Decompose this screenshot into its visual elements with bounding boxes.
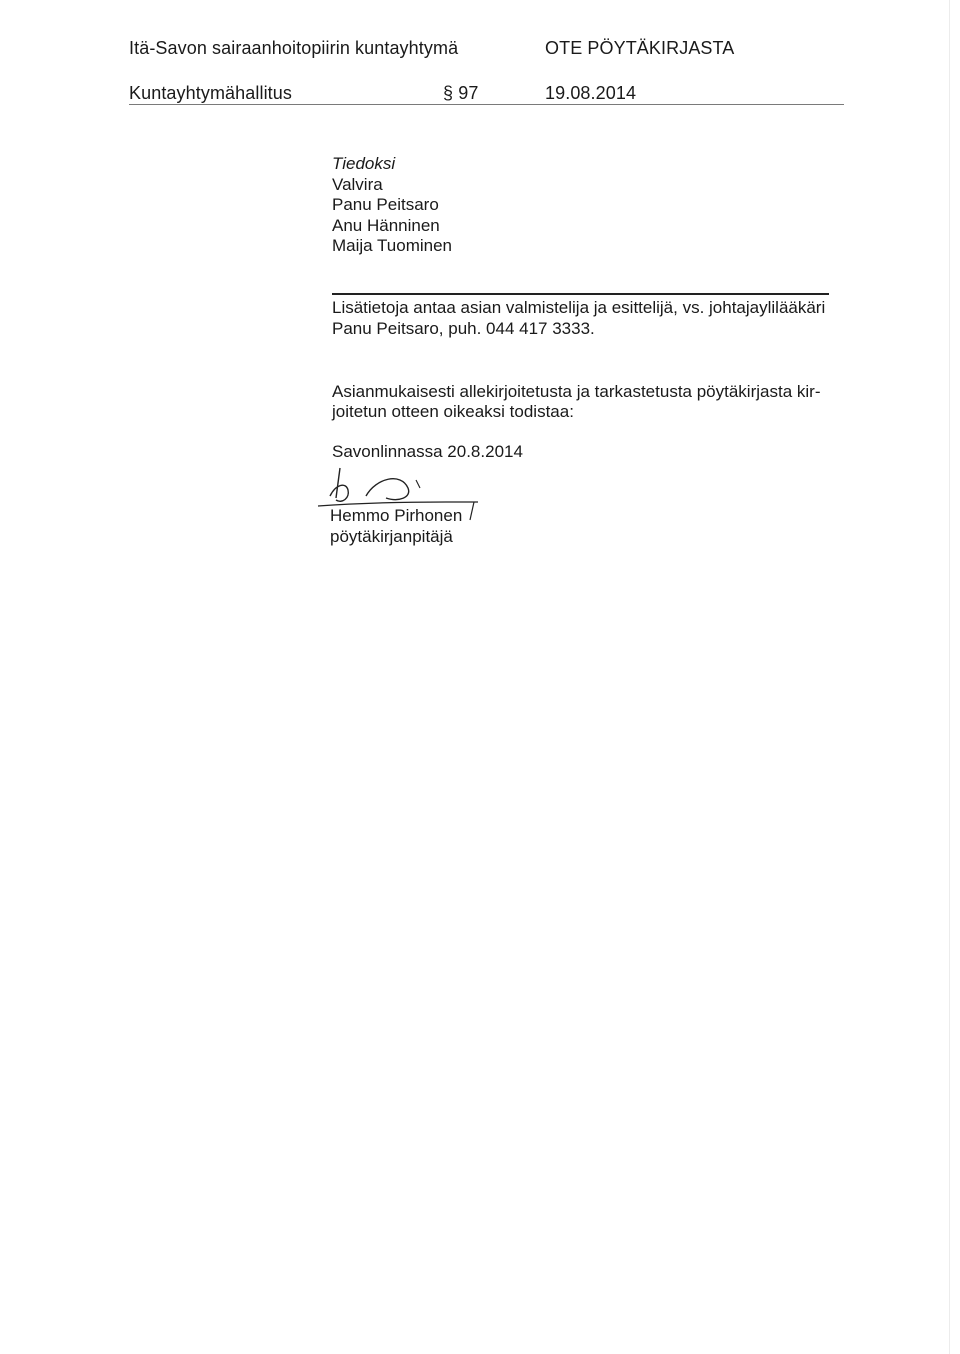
meeting-date: 19.08.2014 xyxy=(545,83,637,103)
recipient: Panu Peitsaro xyxy=(332,195,439,214)
contact-rule xyxy=(332,293,829,295)
header-rule xyxy=(129,104,844,105)
scan-edge xyxy=(949,0,950,1354)
certification-line: joitetun otteen oikeaksi todistaa: xyxy=(332,402,574,421)
governing-body: Kuntayhtymähallitus xyxy=(129,83,292,103)
signer-name: Hemmo Pirhonen xyxy=(330,506,463,525)
recipient: Anu Hänninen xyxy=(332,216,440,235)
organization-name: Itä-Savon sairaanhoitopiirin kuntayhtymä xyxy=(129,38,459,58)
signer-title: pöytäkirjanpitäjä xyxy=(330,527,453,546)
recipient: Valvira xyxy=(332,175,383,194)
certification-line: Asianmukaisesti allekirjoitetusta ja tarkastetusta pöytäkirjasta kir- xyxy=(332,382,821,401)
distribution-heading: Tiedoksi xyxy=(332,154,396,173)
recipient: Maija Tuominen xyxy=(332,236,453,255)
document-type: OTE PÖYTÄKIRJASTA xyxy=(545,38,735,58)
contact-line: Lisätietoja antaa asian valmistelija ja esittelijä, vs. johtajaylilääkäri xyxy=(332,298,826,317)
contact-line: Panu Peitsaro, puh. 044 417 3333. xyxy=(332,319,595,338)
place-and-date: Savonlinnassa 20.8.2014 xyxy=(332,442,523,461)
section-number: § 97 xyxy=(443,83,479,103)
